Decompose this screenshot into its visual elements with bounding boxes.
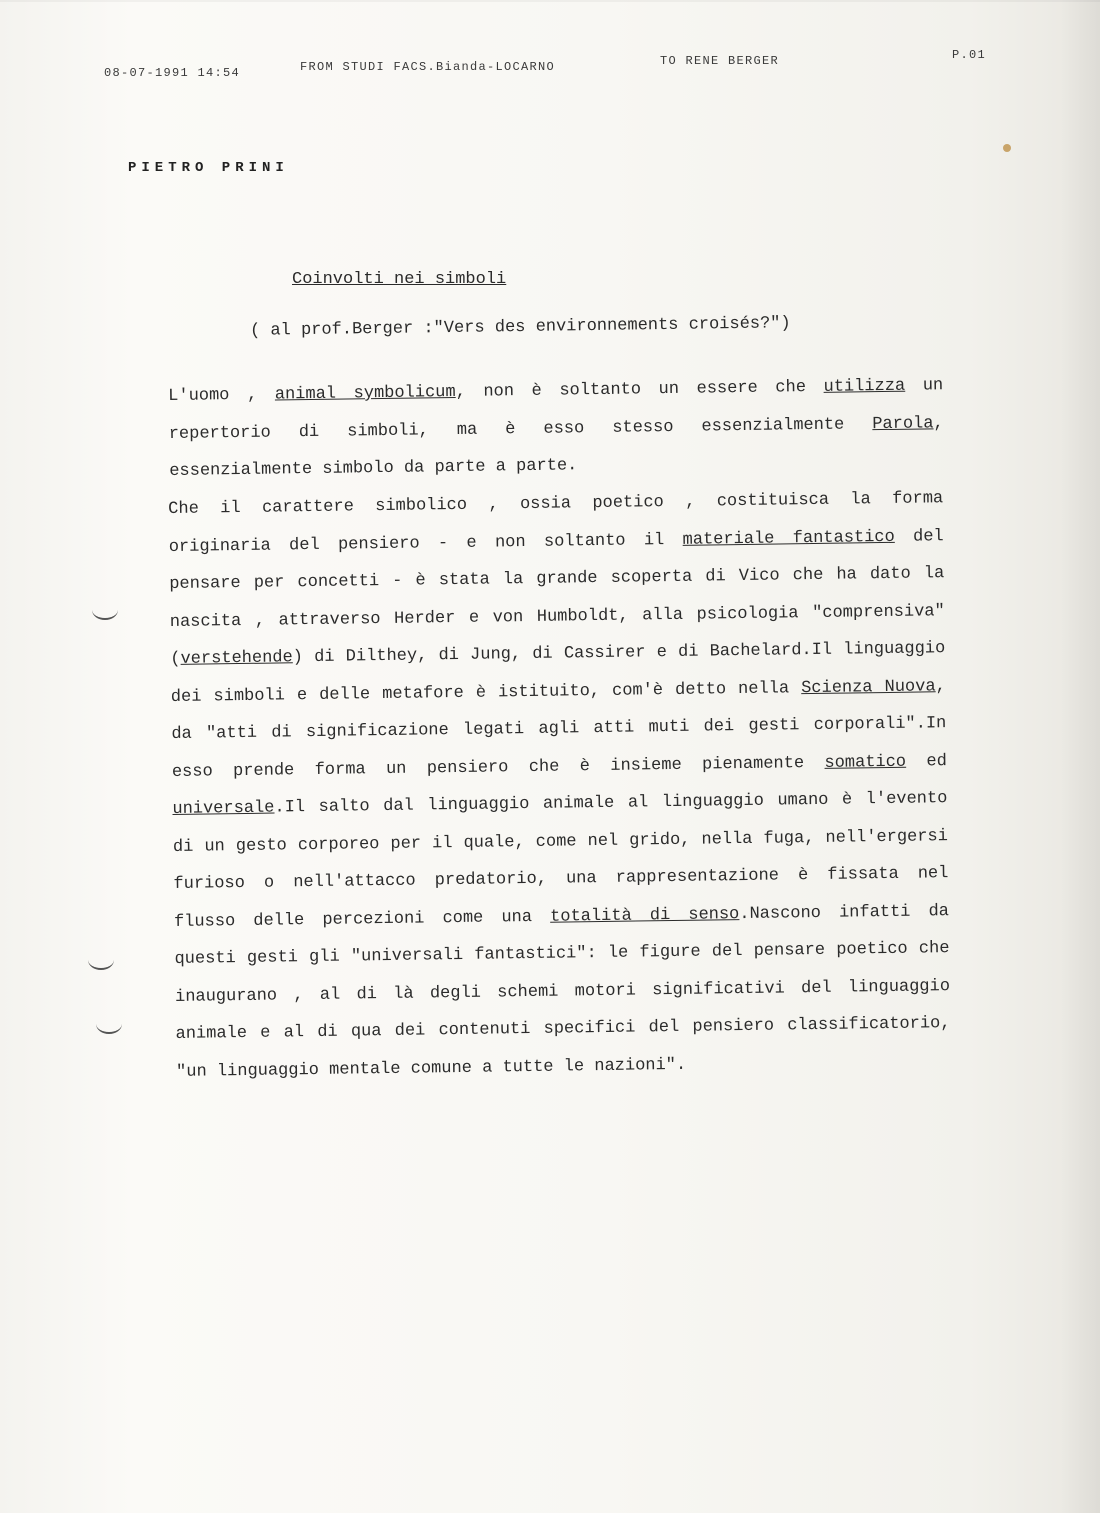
text-run: ed: [905, 751, 947, 772]
fax-page-number: P.01: [952, 48, 987, 62]
dedication: ( al prof.Berger :"Vers des environnements croisés?"): [249, 314, 791, 341]
punch-hole-mark: [88, 950, 114, 970]
text-run: L'uomo ,: [168, 385, 275, 406]
fax-date: 08-07-1991 14:54: [104, 66, 241, 80]
text-run: Che il carattere simbolico , ossia poetico , costituisca la forma originaria del pensiero - e non soltanto il: [168, 489, 944, 557]
text-run: .Nascono infatti da questi gesti gli "universali fantastici": le figure del pensare poetico che inaugurano , al di là degli schemi motori significativi del linguaggio animale e al di qua dei contenuti specifici del pensiero classificatorio, "un linguaggio mentale comune a tutte le nazioni".: [174, 901, 951, 1082]
page-crease: [0, 0, 1100, 2]
text-run: .Il salto dal linguaggio animale al linguaggio umano è l'evento di un gesto corporeo per il quale, come nel grido, nella fuga, nell'ergersi furioso o nell'attacco predatorio, una rappresentazione è fissata nel flusso delle percezioni come una: [172, 789, 949, 932]
text-run: , da "atti di significazione legati agli atti muti dei gesti corporali".In esso prende forma un pensiero che è insieme pienamente: [171, 676, 947, 782]
underlined-term: somatico: [824, 752, 907, 773]
underlined-term: Scienza Nuova: [801, 676, 936, 698]
underlined-term: animal symbolicum: [274, 382, 456, 405]
fax-from: FROM STUDI FACS.Bianda-LOCARNO: [300, 60, 556, 74]
author-name: PIETRO PRINI: [128, 160, 289, 176]
text-run: , non è soltanto un essere che: [455, 377, 824, 402]
paper-spot: [1003, 144, 1011, 152]
underlined-term: universale: [172, 798, 275, 819]
fax-to: TO RENE BERGER: [660, 54, 780, 68]
page-edge-shadow: [1060, 0, 1100, 1513]
paragraph-2: [168, 480, 951, 1091]
punch-hole-mark: [96, 1014, 122, 1034]
text-run: del pensare per concetti - è stata la grande scoperta di Vico che ha dato la nascita , attraverso Herder e von Humboldt, alla psicologia "comprensiva" (: [169, 526, 945, 669]
underlined-term: materiale fantastico: [682, 527, 895, 550]
fax-header: [104, 48, 1004, 84]
underlined-term: Parola: [872, 413, 934, 434]
document-title: Coinvolti nei simboli: [292, 270, 507, 289]
underlined-term: totalità di senso: [549, 904, 740, 927]
text-run: , essenzialmente simbolo da parte a parte.: [169, 413, 944, 481]
underlined-term: verstehende: [180, 648, 293, 669]
text-run: ) di Dilthey, di Jung, di Cassirer e di Bachelard.Il linguaggio dei simboli e delle metafore è istituito, com'è detto nella: [170, 639, 946, 707]
text-run: un repertorio di simboli, ma è esso stesso essenzialmente: [168, 376, 944, 444]
paragraph-1: [168, 367, 944, 490]
underlined-term: utilizza: [823, 376, 906, 397]
punch-hole-mark: [92, 600, 118, 620]
